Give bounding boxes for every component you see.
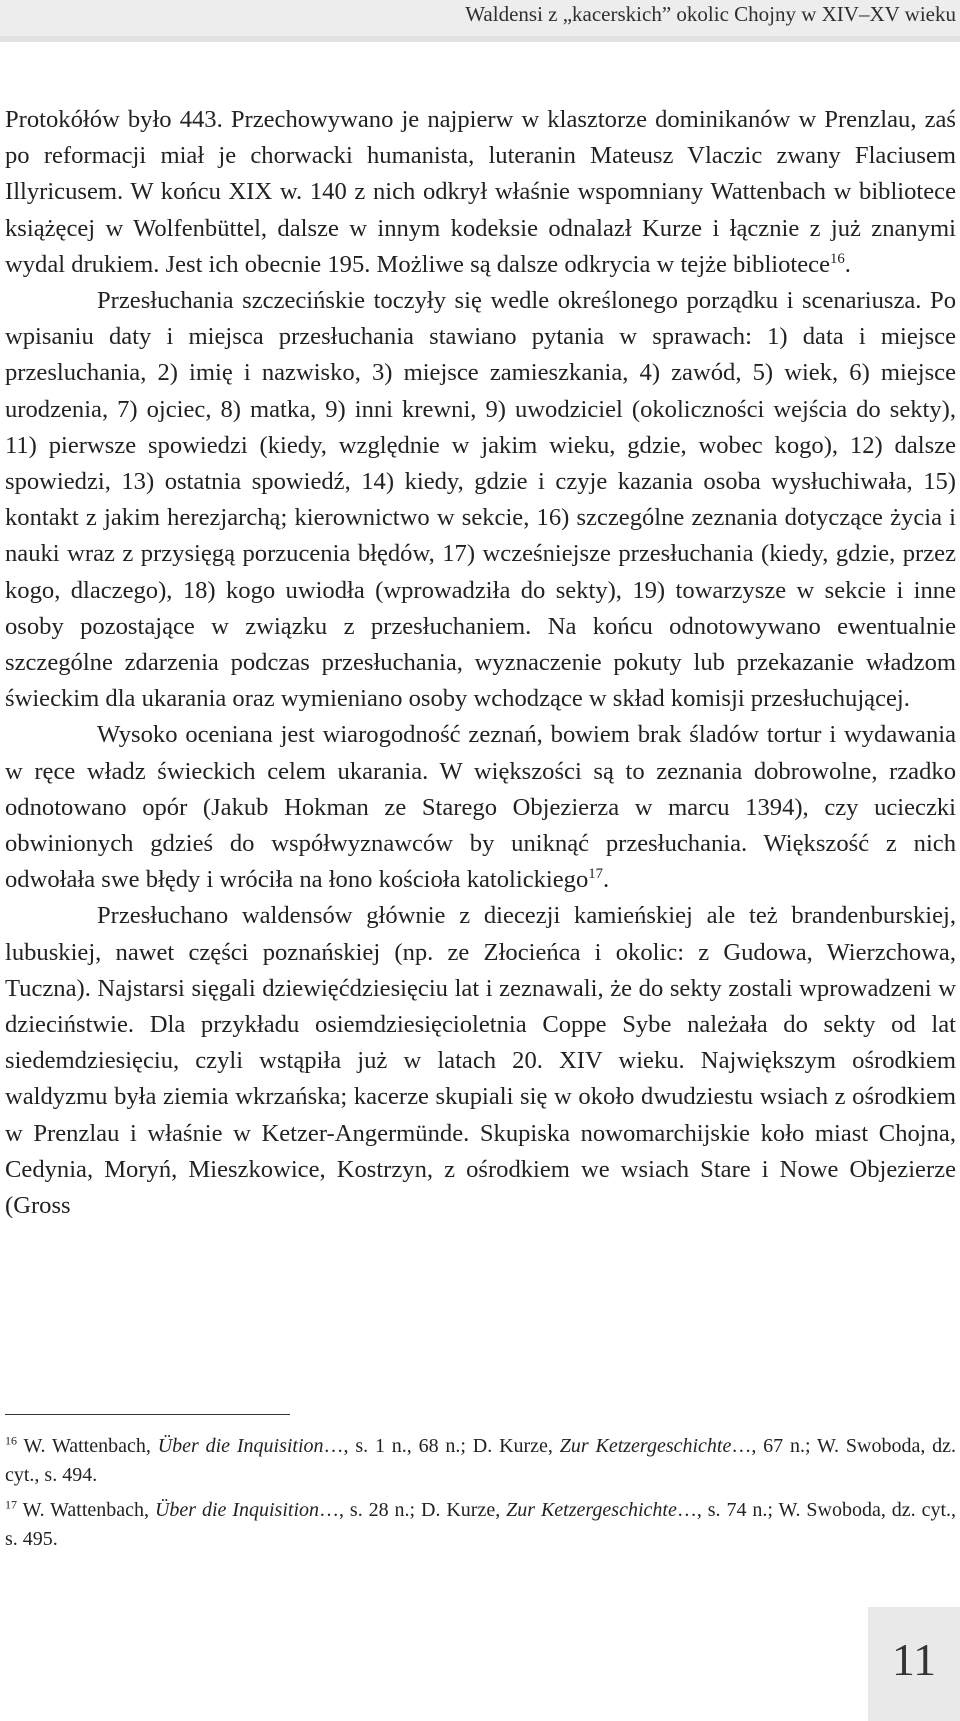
paragraph-1: Protokółów było 443. Przechowywano je najpierw w klasztorze dominikanów w Prenzlau, zaś po reformacji miał je chorwacki humanista, luteranin Mateusz Vlaczic zwany Flaciusem Illyricusem. W końcu XIX w. 140 z nich odkrył właśnie wspomniany Wattenbach w bibliotece książęcej w Wolfenbüttel, dalsze w innym kodeksie odnalazł Kurze i łącznie z już znanymi wydal drukiem. Jest ich obecnie 195. Możliwe są dalsze odkrycia w tejże bibliotece$^{16}$.: [5, 106, 956, 278]
page-number-box: [868, 1607, 960, 1721]
footnote-16: $^{16}$ W. Wattenbach, Über die Inquisition…, s. 1 n., 68 n.; D. Kurze, Zur Ketzergeschichte…, 67 n.; W. Swoboda, dz. cyt., s. 494.: [5, 1433, 957, 1486]
footnote-ref-16[interactable]: 16: [829, 250, 845, 267]
footnote-number: 17: [5, 1497, 17, 1512]
page-number: 11: [891, 1634, 937, 1685]
footnote-17: $^{17}$ W. Wattenbach, Über die Inquisition…, s. 28 n.; D. Kurze, Zur Ketzergeschichte…, s. 74 n.; W. Swoboda, dz. cyt., s. 495.: [5, 1497, 957, 1550]
footnote-separator: [5, 1414, 290, 1415]
cited-title: Zur Ketzergeschichte: [559, 1435, 732, 1457]
main-text: [5, 102, 956, 1224]
cited-title: Über die Inquisition: [157, 1435, 324, 1457]
paragraph-2: Przesłuchania szczecińskie toczyły się wedle określonego porządku i scenariusza. Po wpisaniu daty i miejsca przesłuchania stawiano pytania w sprawach: 1) data i miejsce przesluchania, 2) imię i nazwisko, 3) miejsce zamieszkania, 4) zawód, 5) wiek, 6) miejsce urodzenia, 7) ojciec, 8) matka, 9) inni krewni, 9) uwodziciel (okoliczności wejścia do sekty), 11) pierwsze spowiedzi (kiedy, względnie w jakim wieku, gdzie, wobec kogo), 12) dalsze spowiedzi, 13) ostatnia spowiedź, 14) kiedy, gdzie i czyje kazania osoba wysłuchiwała, 15) kontakt z jakim herezjarchą; kierownictwo w sekcie, 16) szczególne zeznania dotyczące życia i nauki wraz z przysięgą porzucenia błędów, 17) wcześniejsze przesłuchania (kiedy, gdzie, przez kogo, dlaczego), 18) kogo uwiodła (wprowadziła do sekty), 19) towarzysze w sekcie i inne osoby pozostające w związku z przesłuchaniem. Na końcu odnotowywano ewentualnie szczególne zdarzenia podczas przesłuchania, wyznaczenie pokuty lub przekazanie władzom świeckim dla ukarania oraz wymieniano osoby wchodzące w skład komisji przesłuchującej.: [5, 287, 956, 713]
page-header: [0, 0, 960, 40]
footnote-ref-17[interactable]: 17: [588, 866, 604, 883]
paragraph-3: Wysoko oceniana jest wiarogodność zeznań, bowiem brak śladów tortur i wydawania w ręce władz świeckich celem ukarania. W większości są to zeznania dobrowolne, rzadko odnotowano opór (Jakub Hokman ze Starego Objezierza w marcu 1394), czy ucieczki obwinionych gdzieś do współwyznawców by uniknąć przesłuchania. Większość z nich odwołała swe błędy i wróciła na łono kościoła katolickiego$^{17}$.: [5, 721, 956, 894]
header-rule: [0, 36, 960, 42]
paragraph-4: Przesłuchano waldensów głównie z diecezji kamieńskiej ale też brandenburskiej, lubuskiej, nawet części poznańskiej (np. ze Złocieńca i okolic: z Gudowa, Wierzchowa, Tuczna). Najstarsi sięgali dziewięćdziesięciu lat i zeznawali, że do sekty zostali wprowadzeni w dzieciństwie. Dla przykładu osiemdziesięcioletnia Coppe Sybe należała do sekty od lat siedemdziesięciu, czyli wstąpiła już w latach 20. XIV wieku. Największym ośrodkiem waldyzmu była ziemia wkrzańska; kacerze skupiali się w około dwudziestu wsiach z ośrodkiem w Prenzlau i właśnie w Ketzer-Angermünde. Skupiska nowomarchijskie koło miast Chojna, Cedynia, Moryń, Mieszkowice, Kostrzyn, z ośrodkiem we wsiach Stare i Nowe Objezierze (Gross: [5, 902, 956, 1220]
cited-title: Über die Inquisition: [154, 1499, 320, 1521]
cited-title: Zur Ketzergeschichte: [506, 1499, 677, 1521]
footnotes: [5, 1432, 956, 1560]
running-title: Waldensi z „kacerskich” okolic Chojny w XIV–XV wieku: [465, 2, 956, 26]
footnote-number: 16: [5, 1433, 17, 1448]
